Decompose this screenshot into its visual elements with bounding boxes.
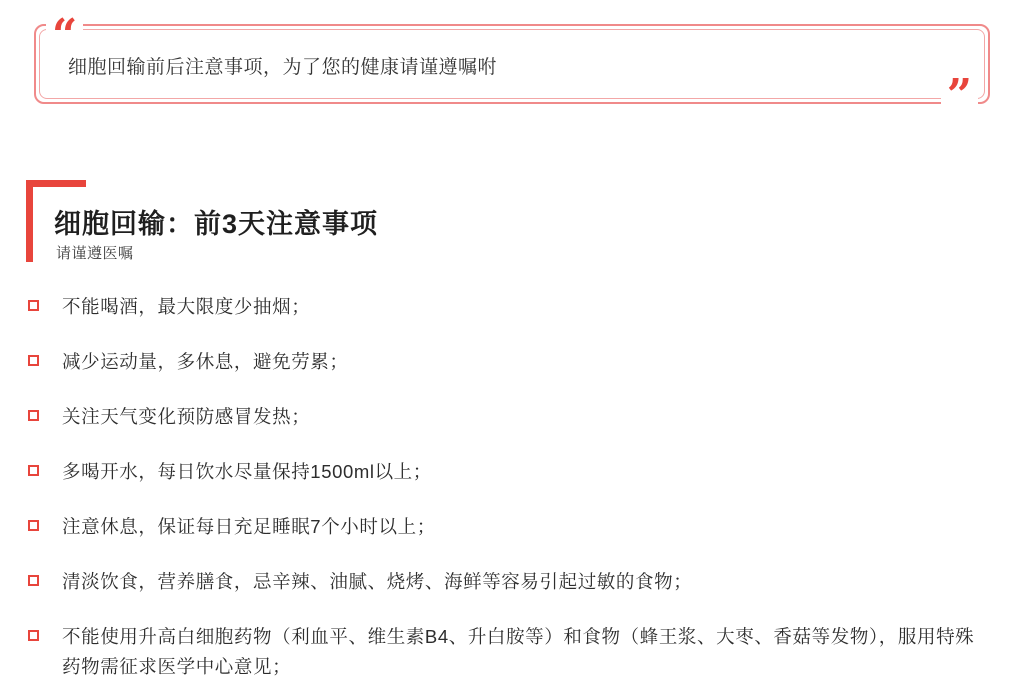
list-item-text: 多喝开水，每日饮水尽量保持1500ml以上； — [62, 460, 432, 482]
list-item-text: 清淡饮食，营养膳食，忌辛辣、油腻、烧烤、海鲜等容易引起过敏的食物； — [62, 570, 693, 592]
quote-banner — [22, 10, 1002, 121]
section-subtitle: 请谨遵医嘱 — [56, 245, 134, 262]
quote-close-icon: ” — [941, 74, 978, 118]
square-bullet-icon — [28, 575, 39, 586]
list-item — [28, 347, 984, 377]
list-item-text: 注意休息，保证每日充足睡眠7个小时以上； — [62, 515, 436, 537]
square-bullet-icon — [28, 410, 39, 421]
square-bullet-icon — [28, 300, 39, 311]
square-bullet-icon — [28, 465, 39, 476]
list-item — [28, 457, 984, 487]
list-item-text: 不能喝酒，最大限度少抽烟； — [62, 296, 311, 317]
list-item-text: 关注天气变化预防感冒发热； — [62, 405, 311, 427]
banner-text: 细胞回输前后注意事项，为了您的健康请谨遵嘱咐 — [68, 57, 498, 78]
list-item — [28, 402, 984, 432]
list-item-text: 减少运动量，多休息，避免劳累； — [62, 350, 349, 372]
square-bullet-icon — [28, 520, 39, 531]
document-page — [0, 10, 1024, 698]
page-title: 细胞回输：前3天注意事项 — [54, 209, 379, 239]
section-header — [26, 180, 1024, 272]
square-bullet-icon — [28, 630, 39, 641]
list-item — [28, 512, 984, 542]
square-bullet-icon — [28, 355, 39, 366]
list-item-text: 不能使用升高白细胞药物（利血平、维生素B4、升白胺等）和食物（蜂王浆、大枣、香菇等发物），服用特殊药物需征求医学中心意见； — [62, 625, 975, 677]
list-item — [28, 567, 984, 597]
notice-list — [0, 292, 1024, 682]
quote-open-icon: “ — [46, 14, 83, 58]
list-item — [28, 622, 984, 682]
list-item — [28, 292, 984, 322]
